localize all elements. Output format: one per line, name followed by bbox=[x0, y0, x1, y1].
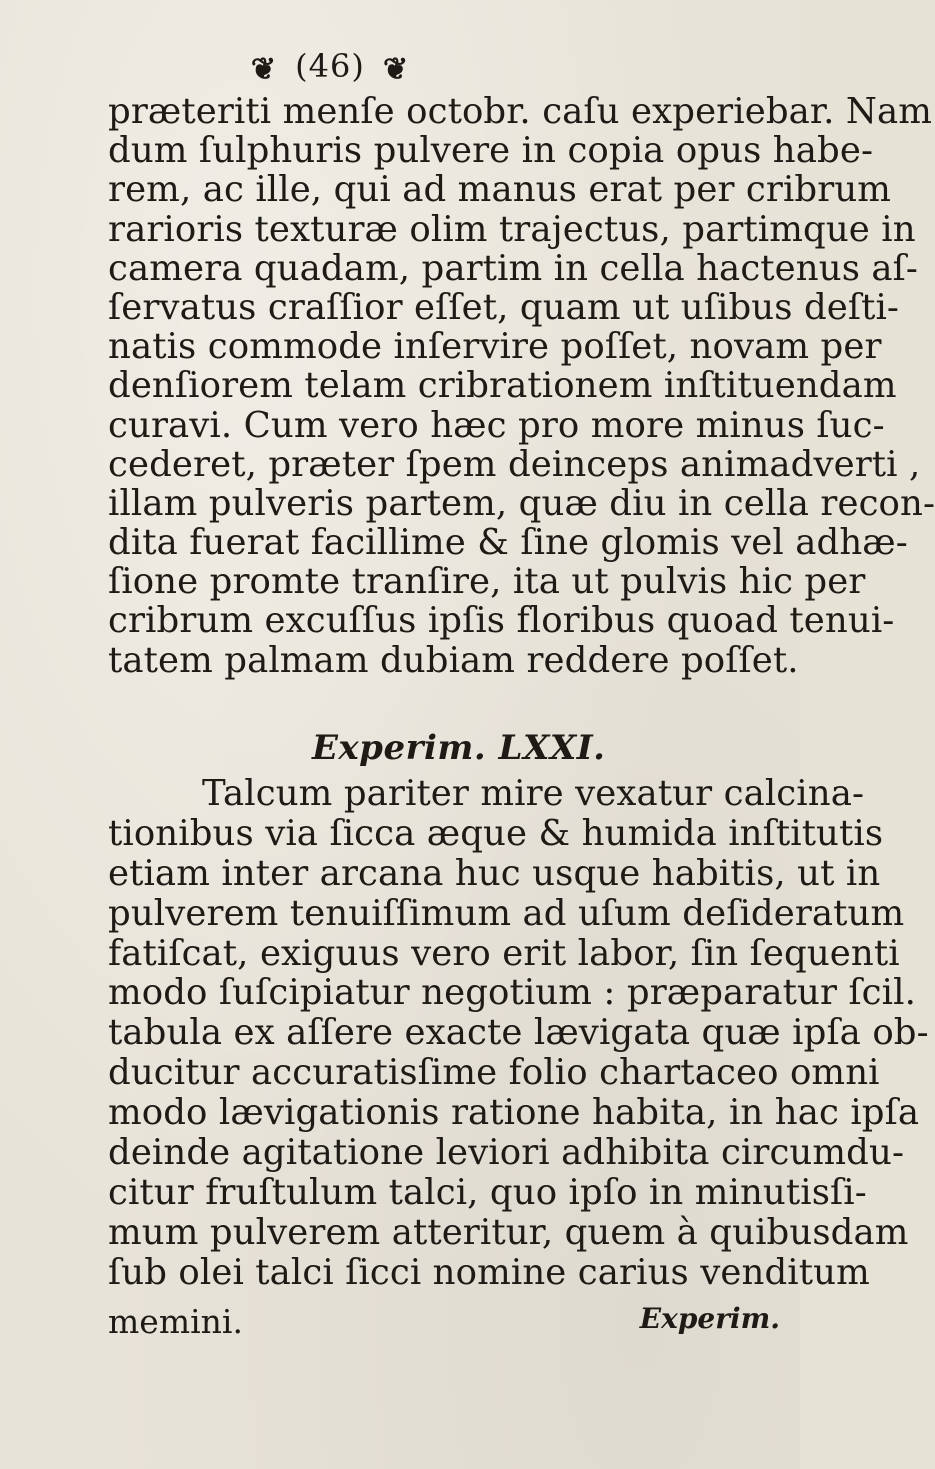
paragraph-2 bbox=[108, 773, 929, 1293]
text-line: etiam inter arcana huc usque habitis, ut in bbox=[108, 852, 881, 894]
text-line: fatiſcat, exiguus vero erit labor, ſin ſequenti bbox=[108, 932, 900, 974]
text-line: tionibus via ſicca æque & humida inſtitutis bbox=[108, 812, 884, 854]
text-line: cribrum excuſſus ipſis floribus quoad tenui- bbox=[108, 600, 895, 642]
ornament-left-icon: ❦ bbox=[250, 52, 278, 87]
ornament-right-icon: ❦ bbox=[382, 52, 410, 87]
last-line: memini. bbox=[108, 1302, 243, 1341]
text-line: mum pulverem atteritur, quem à quibusdam bbox=[108, 1211, 909, 1253]
catchword: Experim. bbox=[639, 1302, 780, 1335]
experiment-heading: Experim. LXXI. bbox=[312, 728, 606, 768]
page-header bbox=[0, 46, 800, 90]
text-line: modo ſuſcipiatur negotium : præparatur ſcil. bbox=[108, 972, 916, 1014]
text-line: denſiorem telam cribrationem inſtituendam bbox=[108, 365, 897, 407]
paragraph-1 bbox=[108, 91, 935, 681]
text-line: curavi. Cum vero hæc pro more minus ſuc- bbox=[108, 404, 885, 446]
text-line: dum ſulphuris pulvere in copia opus habe- bbox=[108, 130, 874, 172]
text-line: Talcum pariter mire vexatur calcina- bbox=[202, 773, 865, 814]
text-line: tatem palmam dubiam reddere poſſet. bbox=[108, 639, 799, 681]
text-line: natis commode inſervire poſſet, novam per bbox=[108, 326, 882, 368]
text-line: deinde agitatione leviori adhibita circumdu- bbox=[108, 1132, 905, 1174]
text-line: ſub olei talci ſicci nomine carius venditum bbox=[108, 1251, 870, 1293]
text-line: pulverem tenuiſſimum ad uſum deſideratum bbox=[108, 892, 905, 934]
text-line: cederet, præter ſpem deinceps animadverti , bbox=[108, 443, 921, 485]
text-line: ducitur accuratisſime folio chartaceo omni bbox=[108, 1052, 880, 1094]
text-line: illam pulveris partem, quæ diu in cella recon- bbox=[108, 482, 935, 524]
text-line: ſione promte tranſire, ita ut pulvis hic per bbox=[108, 561, 866, 603]
text-line: citur fruſtulum talci, quo ipſo in minutisſi- bbox=[108, 1171, 867, 1213]
text-line: tabula ex aſſere exacte lævigata quæ ipſa ob- bbox=[108, 1012, 929, 1054]
text-line: camera quadam, partim in cella hactenus aſ- bbox=[108, 247, 919, 289]
text-line: præteriti menſe octobr. caſu experiebar. Nam bbox=[108, 91, 933, 132]
text-line: ſervatus craſſior eſſet, quam ut uſibus deſti- bbox=[108, 286, 900, 328]
text-line: modo lævigationis ratione habita, in hac ipſa bbox=[108, 1092, 920, 1134]
text-line: rarioris texturæ olim trajectus, partimque in bbox=[108, 208, 916, 250]
text-line: rem, ac ille, qui ad manus erat per cribrum bbox=[108, 169, 892, 211]
page-number: (46) bbox=[295, 47, 365, 85]
text-line: dita fuerat facillime & ſine glomis vel adhæ- bbox=[108, 522, 908, 564]
